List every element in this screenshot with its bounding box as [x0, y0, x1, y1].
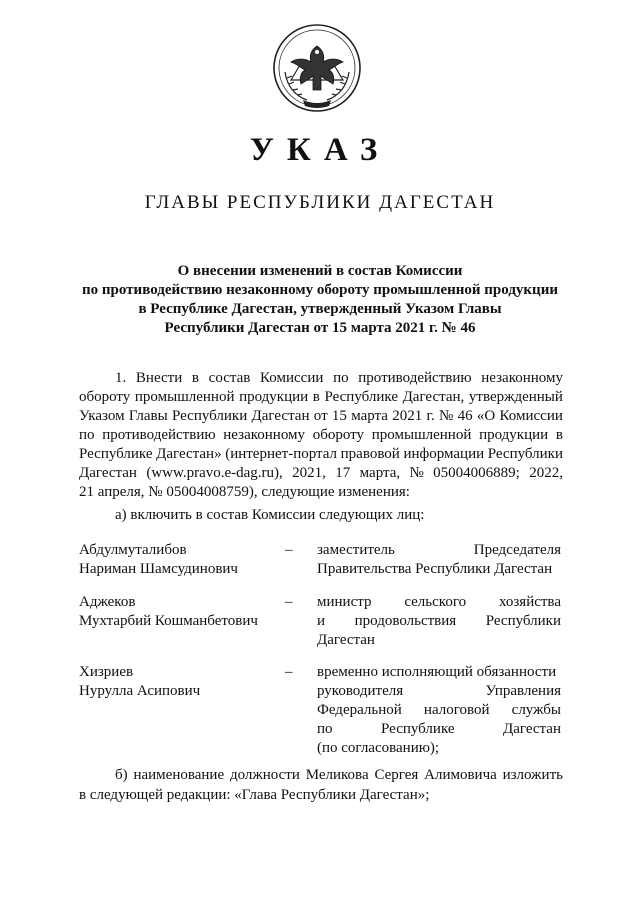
word: незаконному	[223, 427, 306, 443]
paragraph-1	[79, 369, 563, 502]
text-line	[79, 407, 563, 426]
member-name	[79, 593, 258, 631]
word: руководителя	[317, 683, 404, 699]
member-given-names: Нурулла Асипович	[79, 683, 201, 699]
coat-of-arms-emblem	[271, 22, 363, 114]
word: временно исполняющий обязанности	[317, 664, 557, 680]
word: информации	[403, 446, 485, 462]
word: службы	[511, 702, 561, 718]
text-line	[79, 483, 563, 502]
text-line	[79, 785, 563, 805]
word: 2022,	[529, 465, 563, 481]
word: 21 апреля, № 05004008759), следующие изменения:	[79, 484, 410, 500]
word: министр	[317, 594, 372, 610]
word: налоговой	[423, 702, 490, 718]
text-line	[317, 560, 561, 579]
word: в	[555, 427, 563, 443]
word: Дагестан	[503, 721, 561, 737]
word: Сергея	[374, 767, 419, 783]
text-line	[79, 464, 563, 483]
word: незаконному	[481, 370, 563, 386]
word: Указом	[79, 408, 125, 424]
word: Федеральной	[317, 702, 402, 718]
member-dash: –	[285, 542, 293, 558]
word: Дагестан	[317, 632, 375, 648]
member-surname: Хизриев	[79, 664, 134, 680]
word: наименование	[133, 767, 225, 783]
word: утвержденный	[468, 389, 563, 405]
member-role	[317, 663, 561, 758]
word: Комиссии	[499, 408, 563, 424]
word: и	[317, 613, 326, 629]
word: №	[409, 465, 424, 481]
text-line	[317, 739, 561, 758]
word: (по согласованию);	[317, 740, 440, 756]
word: Алимовича	[424, 767, 497, 783]
word: Дагестан	[251, 408, 310, 424]
word: 2021,	[292, 465, 326, 481]
member-dash: –	[285, 664, 293, 680]
word: Республики	[172, 408, 248, 424]
text-line	[79, 426, 563, 445]
word: в	[191, 370, 199, 386]
word: Республике	[324, 389, 398, 405]
word: продовольствия	[354, 613, 457, 629]
text-line	[317, 720, 561, 739]
word: противодействию	[358, 370, 472, 386]
document-title: УКАЗ	[249, 132, 391, 168]
word: заместитель	[317, 542, 395, 558]
word: в следующей редакции: «Глава Республики Дагестан»;	[79, 787, 430, 803]
item-a-text: а) включить в состав Комиссии следующих лиц:	[115, 507, 425, 523]
word: по	[317, 721, 333, 737]
text-line	[317, 593, 561, 612]
heading-line: Республики Дагестан от 15 марта 2021 г. № 46	[164, 320, 476, 336]
member-given-names: Мухтарбий Кошманбетович	[79, 613, 258, 629]
word: 46	[457, 408, 473, 424]
word: обороту	[312, 427, 365, 443]
item-b-paragraph	[79, 765, 563, 805]
decree-heading	[60, 262, 580, 338]
text-line	[79, 445, 563, 464]
text-line	[317, 701, 561, 720]
word: изложить	[502, 767, 563, 783]
word: (интернет-портал	[225, 446, 338, 462]
word: продукции	[479, 427, 549, 443]
text-line	[317, 682, 561, 701]
word: б)	[115, 767, 128, 783]
word: противодействию	[102, 427, 216, 443]
text-line	[79, 369, 563, 388]
word: 15	[331, 408, 347, 424]
word: 05004006889;	[433, 465, 520, 481]
word: Внести	[135, 370, 183, 386]
word: «О	[476, 408, 496, 424]
text-line	[317, 541, 561, 560]
word: обороту	[79, 389, 131, 405]
heading-line: О внесении изменений в состав Комиссии	[177, 263, 463, 279]
word: марта	[351, 408, 388, 424]
member-role	[317, 541, 561, 579]
word: Дагестан	[79, 465, 137, 481]
word: Правительства Республики Дагестан	[317, 561, 553, 577]
word: от	[313, 408, 328, 424]
word: (www.pravo.e-dag.ru),	[146, 465, 283, 481]
member-dash: –	[285, 594, 293, 610]
member-surname: Аджеков	[79, 594, 136, 610]
word: Управления	[485, 683, 561, 699]
member-name	[79, 663, 200, 701]
word: состав	[208, 370, 251, 386]
word: Председателя	[473, 542, 561, 558]
word: 17	[335, 465, 351, 481]
word: Республике	[79, 446, 153, 462]
member-surname: Абдулмуталибов	[79, 542, 187, 558]
word: сельского	[404, 594, 467, 610]
word: по	[79, 427, 95, 443]
word: Дагестан»	[156, 446, 222, 462]
word: 2021	[392, 408, 423, 424]
word: г.	[426, 408, 435, 424]
text-line	[79, 388, 563, 407]
word: 1.	[115, 370, 127, 386]
text-line	[317, 612, 561, 631]
word: Дагестан,	[402, 389, 465, 405]
text-line	[317, 631, 561, 650]
word: №	[439, 408, 454, 424]
word: Республики	[485, 613, 561, 629]
word: в	[312, 389, 320, 405]
word: промышленной	[134, 389, 235, 405]
word: Республики	[487, 446, 563, 462]
member-name	[79, 541, 238, 579]
word: по	[333, 370, 349, 386]
member-given-names: Нариман Шамсудинович	[79, 561, 238, 577]
word: Главы	[128, 408, 168, 424]
word: Меликова	[305, 767, 369, 783]
word: Комиссии	[260, 370, 324, 386]
heading-line: по противодействию незаконному обороту промышленной продукции	[82, 282, 558, 298]
word: промышленной	[371, 427, 472, 443]
text-line	[317, 663, 561, 682]
word: правовой	[340, 446, 400, 462]
heading-line: в Республике Дагестан, утвержденный Указом Главы	[138, 301, 502, 317]
document-subtitle: ГЛАВЫ РЕСПУБЛИКИ ДАГЕСТАН	[144, 192, 496, 213]
member-role	[317, 593, 561, 650]
text-line	[79, 765, 563, 785]
word: Республике	[381, 721, 455, 737]
word: продукции	[239, 389, 309, 405]
word: должности	[229, 767, 300, 783]
word: марта,	[359, 465, 401, 481]
word: хозяйства	[498, 594, 561, 610]
